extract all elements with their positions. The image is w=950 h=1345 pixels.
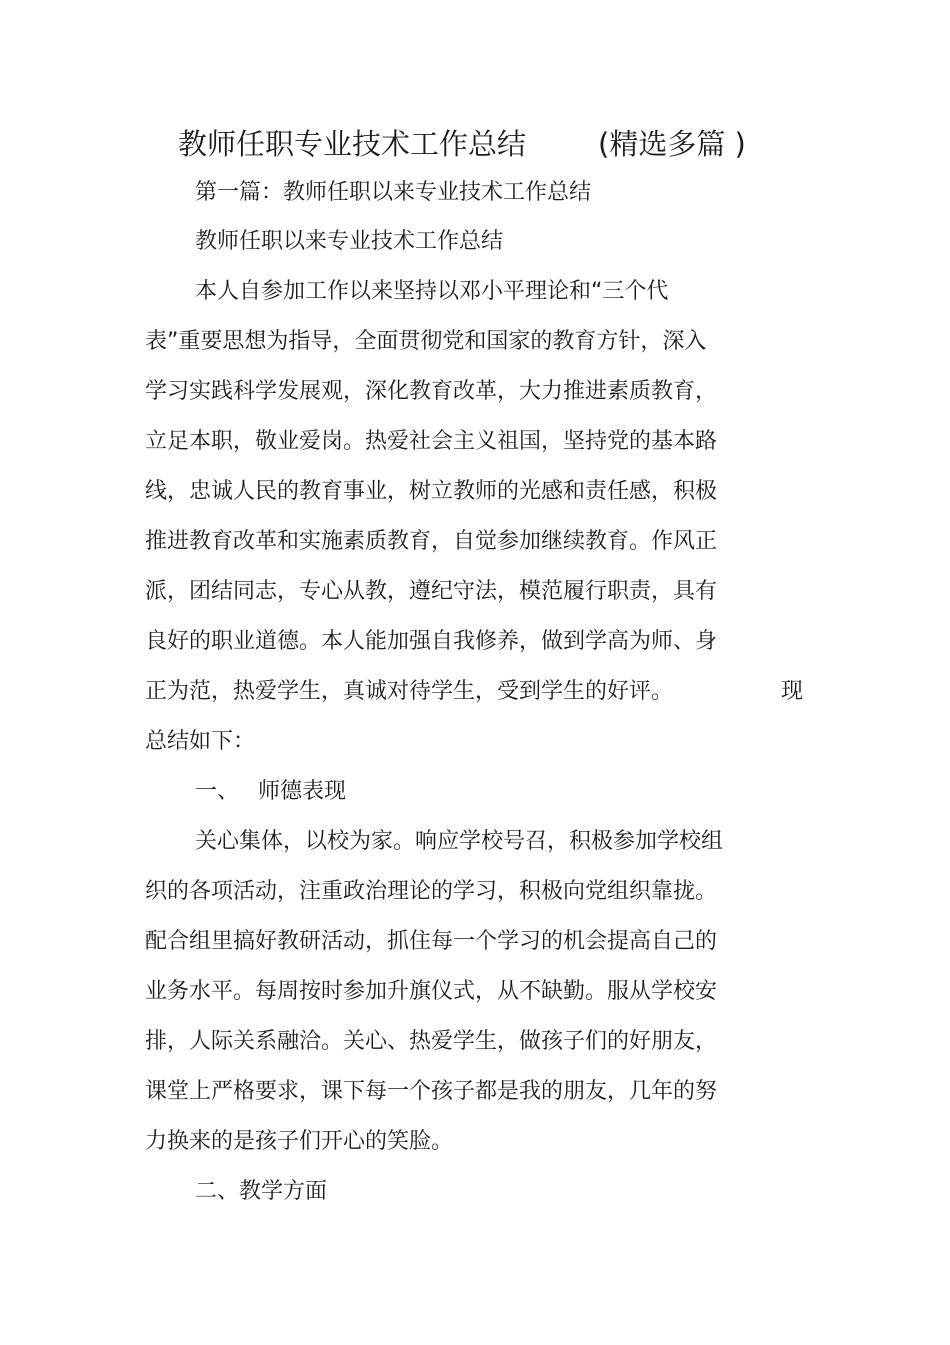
paragraph-line: 良好的职业道德。本人能加强自我修养，做到学高为师、身 <box>145 629 718 654</box>
paragraph-line: 关心集体，以校为家。响应学校号召，积极参加学校组 <box>195 829 724 854</box>
paragraph-line: 配合组里搞好教研活动，抓住每一个学习的机会提高自己的 <box>145 929 718 954</box>
paragraph-line: 本人自参加工作以来坚持以邓小平理论和“三个代 <box>195 279 669 304</box>
paragraph-line: 正为范，热爱学生，真诚对待学生，受到学生的好评。 <box>145 679 674 704</box>
paragraph-line: 学习实践科学发展观，深化教育改革，大力推进素质教育， <box>145 379 718 404</box>
document-title-suffix: (精选多篇 ) <box>598 127 746 161</box>
paragraph-line: 织的各项活动，注重政治理论的学习，积极向党组织靠拢。 <box>145 879 718 904</box>
paragraph-line: 立足本职，敬业爱岗。热爱社会主义祖国，坚持党的基本路 <box>145 429 718 454</box>
paragraph-line: 表”重要思想为指导，全面贯彻党和国家的教育方针，深入 <box>145 329 707 354</box>
paragraph-line: 总结如下： <box>145 729 256 754</box>
paragraph-line-end: 现 <box>781 679 804 704</box>
section-number: 一、 <box>195 779 240 804</box>
paragraph-line: 力换来的是孩子们开心的笑脸。 <box>145 1129 454 1154</box>
section-title: 师德表现 <box>258 779 347 804</box>
section-heading: 教师任职以来专业技术工作总结 <box>195 229 504 254</box>
paragraph-line: 推进教育改革和实施素质教育，自觉参加继续教育。作风正 <box>145 529 718 554</box>
subtitle: 第一篇：教师任职以来专业技术工作总结 <box>195 180 592 205</box>
paragraph-line: 课堂上严格要求，课下每一个孩子都是我的朋友，几年的努 <box>145 1079 718 1104</box>
section-title: 二、教学方面 <box>195 1179 328 1204</box>
paragraph-line: 线，忠诚人民的教育事业，树立教师的光感和责任感，积极 <box>145 479 718 504</box>
document-title: 教师任职专业技术工作总结 <box>178 127 527 161</box>
paragraph-line: 业务水平。每周按时参加升旗仪式，从不缺勤。服从学校安 <box>145 979 718 1004</box>
paragraph-line: 排，人际关系融洽。关心、热爱学生，做孩子们的好朋友， <box>145 1029 718 1054</box>
paragraph-line: 派，团结同志，专心从教，遵纪守法，模范履行职责，具有 <box>145 579 718 604</box>
